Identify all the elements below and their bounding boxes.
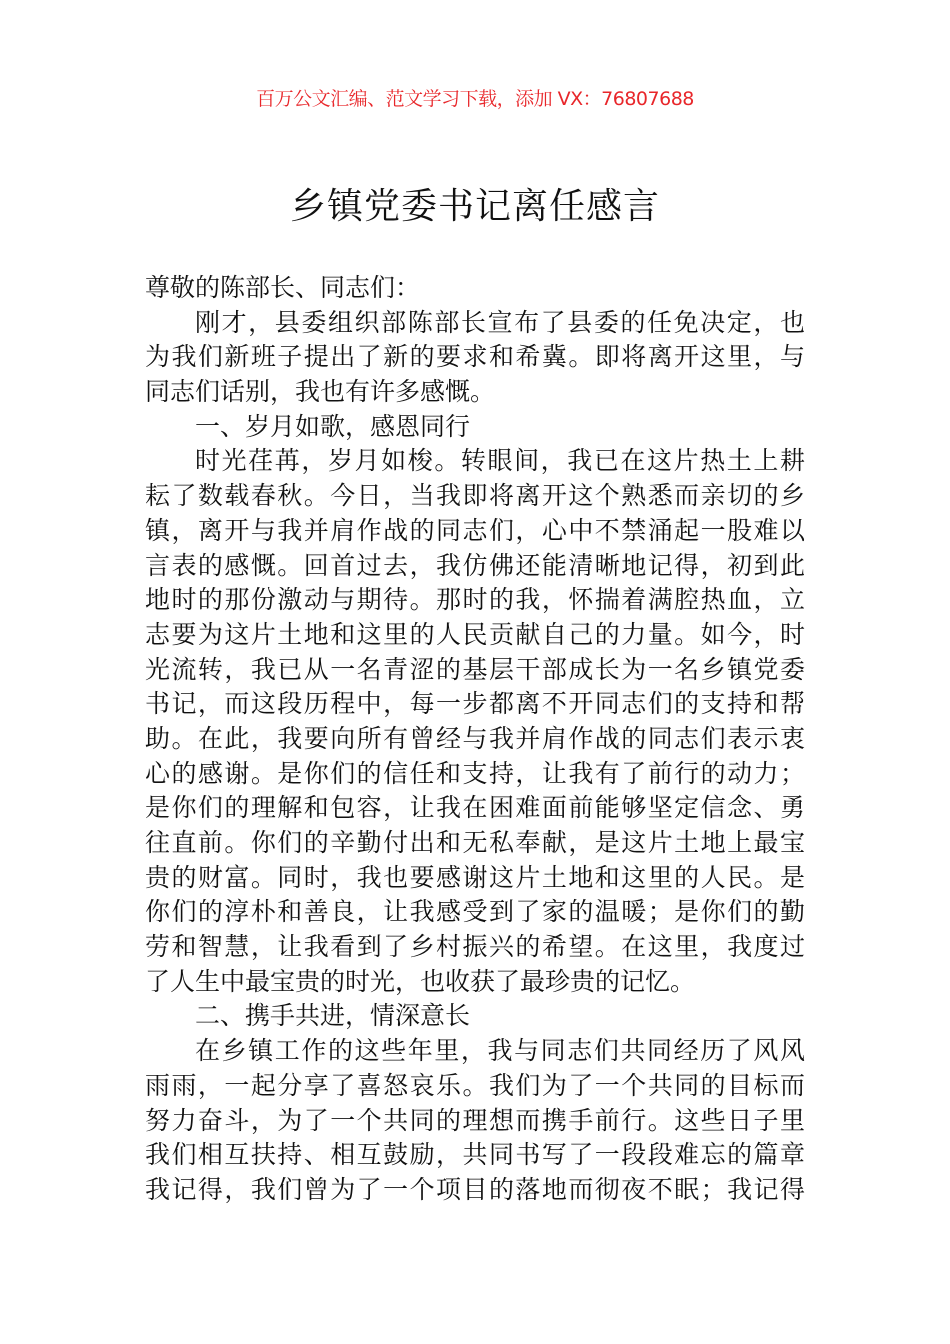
text-line: 一、岁月如歌，感恩同行 xyxy=(195,411,471,441)
text-line: 志要为这片土地和这里的人民贡献自己的力量。如今，时 xyxy=(145,619,805,649)
text-line: 镇，离开与我并肩作战的同志们，心中不禁涌起一股难以 xyxy=(145,515,805,545)
text-line: 同志们话别，我也有许多感慨。 xyxy=(145,377,496,407)
text-line: 你们的淳朴和善良，让我感受到了家的温暖；是你们的勤 xyxy=(145,897,805,927)
text-line: 尊敬的陈部长、同志们： xyxy=(145,273,421,302)
document-body xyxy=(145,271,805,1208)
text-line: 助。在此，我要向所有曾经与我并肩作战的同志们表示衷 xyxy=(145,723,805,753)
text-line: 刚才，县委组织部陈部长宣布了县委的任免决定，也 xyxy=(195,307,805,337)
text-line: 我记得，我们曾为了一个项目的落地而彻夜不眠；我记得 xyxy=(145,1174,805,1204)
text-line: 雨雨，一起分享了喜怒哀乐。我们为了一个共同的目标而 xyxy=(145,1070,805,1100)
text-line: 书记，而这段历程中，每一步都离不开同志们的支持和帮 xyxy=(145,689,805,719)
text-line: 言表的感慨。回首过去，我仿佛还能清晰地记得，初到此 xyxy=(145,550,805,580)
text-line: 心的感谢。是你们的信任和支持，让我有了前行的动力； xyxy=(145,758,805,788)
text-line: 了人生中最宝贵的时光，也收获了最珍贵的记忆。 xyxy=(145,966,696,996)
text-line: 地时的那份激动与期待。那时的我，怀揣着满腔热血，立 xyxy=(145,585,805,615)
text-line: 在乡镇工作的这些年里，我与同志们共同经历了风风 xyxy=(195,1036,805,1066)
text-line: 是你们的理解和包容，让我在困难面前能够坚定信念、勇 xyxy=(145,793,805,823)
text-line: 耘了数载春秋。今日，当我即将离开这个熟悉而亲切的乡 xyxy=(145,481,805,511)
text-line: 光流转，我已从一名青涩的基层干部成长为一名乡镇党委 xyxy=(145,654,805,684)
text-line: 为我们新班子提出了新的要求和希冀。即将离开这里，与 xyxy=(145,342,805,372)
watermark-header: 百万公文汇编、范文学习下载，添加 VX：76807688 xyxy=(256,88,694,110)
text-line: 我们相互扶持、相互鼓励，共同书写了一段段难忘的篇章 xyxy=(145,1140,805,1170)
text-line: 努力奋斗，为了一个共同的理想而携手前行。这些日子里 xyxy=(145,1105,805,1135)
text-line: 贵的财富。同时，我也要感谢这片土地和这里的人民。是 xyxy=(145,862,805,892)
text-line: 时光荏苒，岁月如梭。转眼间，我已在这片热土上耕 xyxy=(195,446,805,476)
text-line: 往直前。你们的辛勤付出和无私奉献，是这片土地上最宝 xyxy=(145,828,805,857)
text-line: 劳和智慧，让我看到了乡村振兴的希望。在这里，我度过 xyxy=(145,932,805,962)
document-title: 乡镇党委书记离任感言 xyxy=(289,186,660,227)
text-line: 二、携手共进，情深意长 xyxy=(195,1001,471,1031)
